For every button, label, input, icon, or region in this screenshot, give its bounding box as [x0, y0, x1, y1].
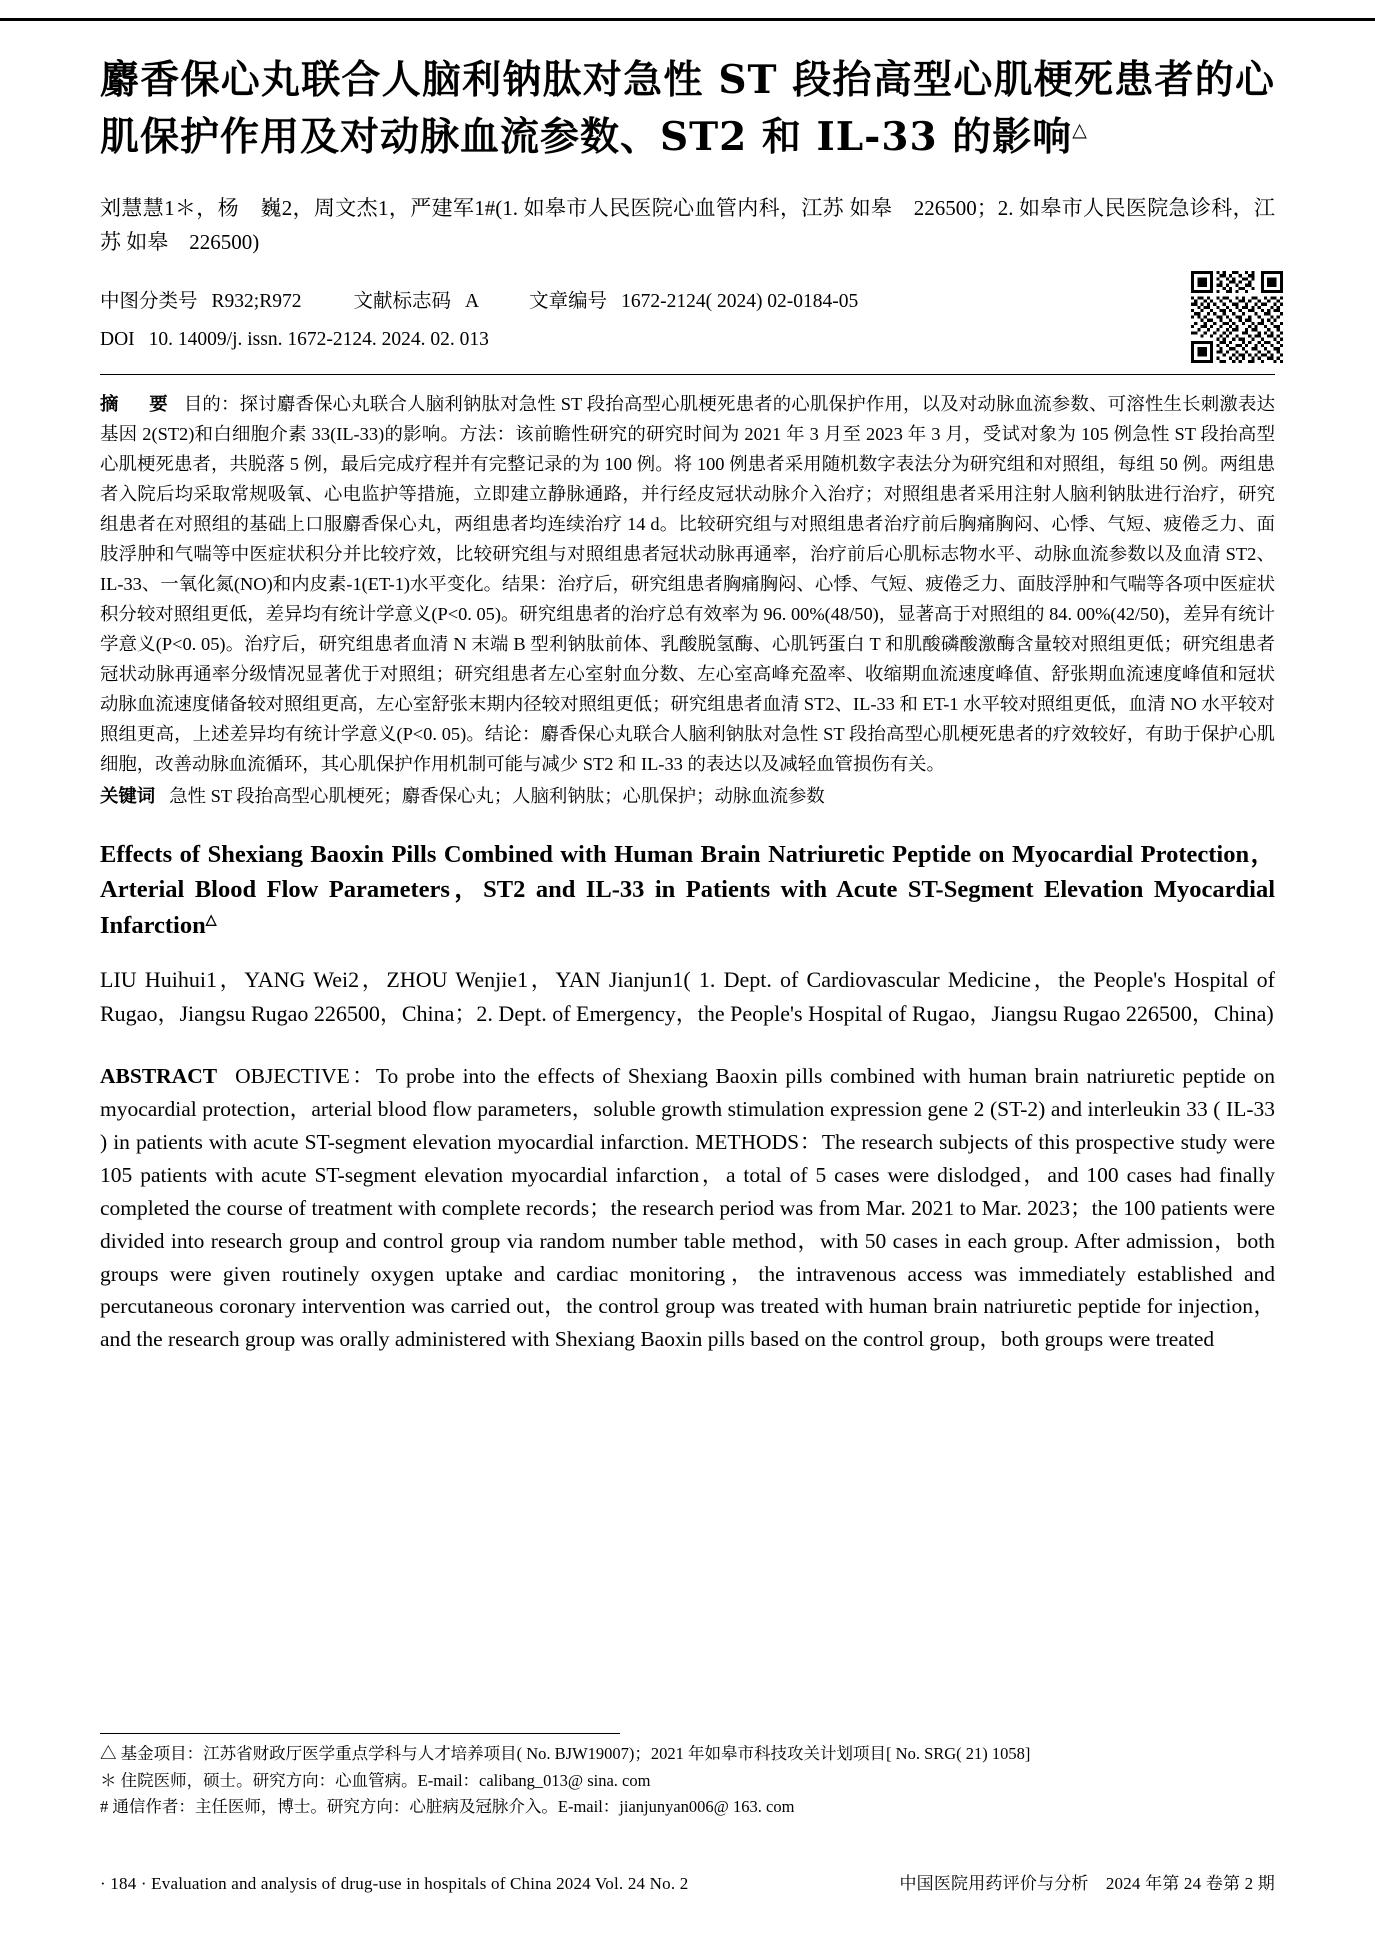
footer-right-text: 中国医院用药评价与分析 2024 年第 24 卷第 2 期 [899, 1874, 1275, 1893]
page-footer [100, 1869, 1275, 1894]
title-chinese-text: 麝香保心丸联合人脑利钠肽对急性 ST 段抬高型心肌梗死患者的心肌保护作用及对动脉血流参数、ST2 和 IL-33 的影响 [100, 57, 1275, 160]
article-number-value: 1672-2124( 2024) 02-0184-05 [621, 291, 859, 313]
top-rule [0, 18, 1375, 21]
page-title-chinese [100, 52, 1275, 165]
title-english-text: Effects of Shexiang Baoxin Pills Combined with Human Brain Natriuretic Peptide on Myocardial Protection，Arterial Blood Flow Parameters，ST2 and IL-33 in Patients with Acute ST-Segment Elevation Myocardial Infarction [100, 840, 1275, 939]
doi-label: DOI [100, 329, 135, 351]
abstract-english-label: ABSTRACT [100, 1064, 218, 1089]
footnotes [100, 1733, 1275, 1822]
authors-english: LIU Huihui1，YANG Wei2，ZHOU Wenjie1，YAN Jianjun1( 1. Dept. of Cardiovascular Medicine，the People's Hospital of Rugao，Jiangsu Rugao 226500，China；2. Dept. of Emergency，the People's Hospital of Rugao，Jiangsu Rugao 226500，China) [100, 967, 1275, 1026]
abstract-english [100, 1060, 1275, 1356]
article-metadata [100, 285, 1275, 357]
abstract-chinese-text: 目的：探讨麝香保心丸联合人脑利钠肽对急性 ST 段抬高型心肌梗死患者的心肌保护作用，以及对动脉血流参数、可溶性生长刺激表达基因 2(ST2)和白细胞介素 33(IL-33)的影响。方法：该前瞻性研究的研究时间为 2021 年 3 月至 2023 年 3 月，受试对象为 105 例急性 ST 段抬高型心肌梗死患者，共脱落 5 例，最后完成疗程并有完整记录的为 100 例。将 100 例患者采用随机数字表法分为研究组和对照组，每组 50 例。两组患者入院后均采取常规吸氧、心电监护等措施，立即建立静脉通路，并行经皮冠状动脉介入治疗；对照组患者采用注射人脑利钠肽进行治疗，研究组患者在对照组的基础上口服麝香保心丸，两组患者均连续治疗 14 d。比较研究组与对照组患者治疗前后胸痛胸闷、心悸、气短、疲倦乏力、面肢浮肿和气喘等中医症状积分并比较疗效，比较研究组与对照组患者冠状动脉再通率，治疗前后心肌标志物水平、动脉血流参数以及血清 ST2、IL-33、一氧化氮(NO)和内皮素-1(ET-1)水平变化。结果：治疗后，研究组患者胸痛胸闷、心悸、气短、疲倦乏力、面肢浮肿和气喘等各项中医症状积分较对照组更低，差异均有统计学意义(P<0. 05)。研究组患者的治疗总有效率为 96. 00%(48/50)，显著高于对照组的 84. 00%(42/50)，差异有统计学意义(P<0. 05)。治疗后，研究组患者血清 N 末端 B 型利钠肽前体、乳酸脱氢酶、心肌钙蛋白 T 和肌酸磷酸激酶含量较对照组更低；研究组患者冠状动脉再通率分级情况显著优于对照组；研究组患者左心室射血分数、左心室高峰充盈率、收缩期血流速度峰值、舒张期血流速度峰值和冠状动脉血流速度储备较对照组更高，左心室舒张末期内径较对照组更低；研究组患者血清 ST2、IL-33 和 ET-1 水平较对照组更低，血清 NO 水平较对照组更高，上述差异均有统计学意义(P<0. 05)。结论：麝香保心丸联合人脑利钠肽对急性 ST 段抬高型心肌梗死患者的疗效较好，有助于保护心肌细胞，改善动脉血流循环，其心肌保护作用机制可能与减少 ST2 和 IL-33 的表达以及减轻血管损伤有关。 [100, 393, 1275, 774]
footnote-divider [100, 1733, 620, 1734]
abstract-english-text: OBJECTIVE：To probe into the effects of Shexiang Baoxin pills combined with human brain natriuretic peptide on myocardial protection，arterial blood flow parameters，soluble growth stimulation expression gene 2 (ST-2) and interleukin 33 ( IL-33 ) in patients with acute ST-segment elevation myocardial infarction. METHODS：The research subjects of this prospective study were 105 patients with acute ST-segment elevation myocardial infarction，a total of 5 cases were dislodged，and 100 cases had finally completed the course of treatment with complete records；the research period was from Mar. 2021 to Mar. 2023；the 100 patients were divided into research group and control group via random number table method，with 50 cases in each group. After admission，both groups were given routinely oxygen uptake and cardiac monitoring，the intravenous access was immediately established and percutaneous coronary intervention was carried out，the control group was treated with human brain natriuretic peptide for injection，and the research group was orally administered with Shexiang Baoxin pills based on the control group，both groups were treated [100, 1064, 1275, 1352]
document-code-label: 文献标志码 [353, 291, 451, 313]
qr-code-icon [1191, 271, 1283, 363]
page-title-english [100, 837, 1275, 944]
abstract-chinese [100, 389, 1275, 779]
footnote-first-author: ＊ 住院医师，硕士。研究方向：心血管病。E-mail：calibang_013@ sina. com [100, 1770, 651, 1790]
footnote-funding: △ 基金项目：江苏省财政厅医学重点学科与人才培养项目( No. BJW19007)；2021 年如皋市科技攻关计划项目[ No. SRG( 21) 1058] [100, 1743, 1031, 1763]
document-code-value: A [464, 291, 480, 313]
keywords-chinese-label: 关键词 [100, 785, 156, 806]
title-chinese-footnote-marker: △ [1072, 118, 1088, 141]
keywords-chinese [100, 781, 1275, 811]
abstract-chinese-label: 摘 要 [100, 393, 174, 414]
clc-value: R932;R972 [211, 291, 302, 313]
keywords-chinese-text: 急性 ST 段抬高型心肌梗死；麝香保心丸；人脑利钠肽；心肌保护；动脉血流参数 [169, 785, 825, 806]
article-number-label: 文章编号 [529, 291, 608, 313]
clc-label: 中图分类号 [100, 291, 198, 313]
header-divider [100, 374, 1275, 375]
footer-left-text: · 184 · Evaluation and analysis of drug-use in hospitals of China 2024 Vol. 24 No. 2 [100, 1874, 689, 1893]
doi-value: 10. 14009/j. issn. 1672-2124. 2024. 02. 013 [148, 329, 489, 351]
authors-chinese: 刘慧慧1＊，杨 巍2，周文杰1，严建军1#(1. 如皋市人民医院心血管内科，江苏 如皋 226500；2. 如皋市人民医院急诊科，江苏 如皋 226500) [100, 196, 1275, 255]
footnote-corresponding-author: # 通信作者：主任医师，博士。研究方向：心脏病及冠脉介入。E-mail：jianjunyan006@ 163. com [100, 1797, 795, 1817]
title-english-footnote-marker: △ [205, 912, 217, 928]
